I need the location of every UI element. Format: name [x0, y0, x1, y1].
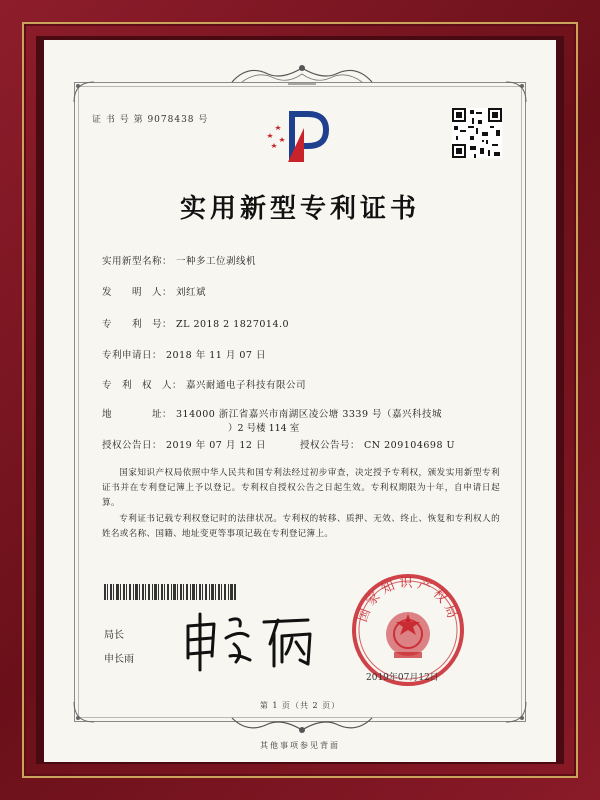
field-announce-number	[300, 437, 455, 451]
field-label: 授权公告日：	[102, 440, 163, 451]
certificate-title: 实用新型专利证书	[179, 194, 420, 224]
barcode-icon	[104, 584, 236, 600]
field-value: 刘红斌	[176, 287, 207, 298]
field-label: 专 利 号：	[102, 319, 173, 330]
qr-code-icon	[452, 108, 502, 158]
certificate-number: 证 书 号 第 9078438 号	[92, 115, 209, 125]
field-value: 2019 年 07 月 12 日	[166, 440, 266, 451]
body-paragraph-1: 国家知识产权局依照中华人民共和国专利法经过初步审查，决定授予专利权，颁发实用新型专利证书并在专利登记簿上予以登记。专利权自授权公告之日起生效。专利权期限为十年，自申请日起算。	[102, 468, 500, 508]
field-patentee	[102, 377, 306, 391]
page-number: 第 1 页（共 2 页）	[259, 701, 341, 710]
field-value: 314000 浙江省嘉兴市南湖区凌公塘 3339 号（嘉兴科技城	[176, 409, 443, 420]
cnipa-logo-icon	[258, 108, 338, 168]
field-value: ZL 2018 2 1827014.0	[176, 319, 290, 330]
field-value: 2018 年 11 月 07 日	[166, 350, 266, 361]
body-paragraph-2: 专利证书记载专利权登记时的法律状况。专利权的转移、质押、无效、终止、恢复和专利权人的姓名或名称、国籍、地址变更等事项记载在专利登记簿上。	[102, 514, 500, 539]
field-label: 专 利 权 人：	[102, 380, 183, 391]
field-filing-date	[102, 347, 266, 361]
footer-note: 其他事项参见背面	[260, 741, 340, 750]
field-inventor	[102, 284, 206, 298]
field-value: 一种多工位剥线机	[176, 256, 257, 267]
field-label: 专利申请日：	[102, 350, 163, 361]
svg-text:国家知识产权局: 国家知识产权局	[355, 576, 461, 625]
field-value: CN 209104698 U	[364, 440, 456, 451]
bottom-ornament	[228, 714, 376, 738]
director-name-print: 申长雨	[104, 654, 134, 665]
seal-date: 2019年07月12日	[366, 673, 439, 683]
top-ornament	[228, 60, 376, 88]
field-address	[102, 406, 442, 420]
field-value: 嘉兴耐通电子科技有限公司	[186, 380, 307, 391]
corner-ornament-top-left	[72, 80, 96, 104]
field-label: 发 明 人：	[102, 287, 173, 298]
field-label: 实用新型名称：	[102, 256, 173, 267]
field-label: 地 址：	[102, 409, 173, 420]
field-utility-model-name	[102, 253, 256, 267]
field-announce-date	[102, 437, 266, 451]
director-signature	[178, 608, 328, 672]
field-patent-number	[102, 316, 289, 330]
field-label: 授权公告号：	[300, 440, 361, 451]
field-address-line2: ）2 号楼 114 室	[228, 423, 300, 434]
corner-ornament-top-right	[504, 80, 528, 104]
director-title: 局长	[104, 630, 124, 641]
